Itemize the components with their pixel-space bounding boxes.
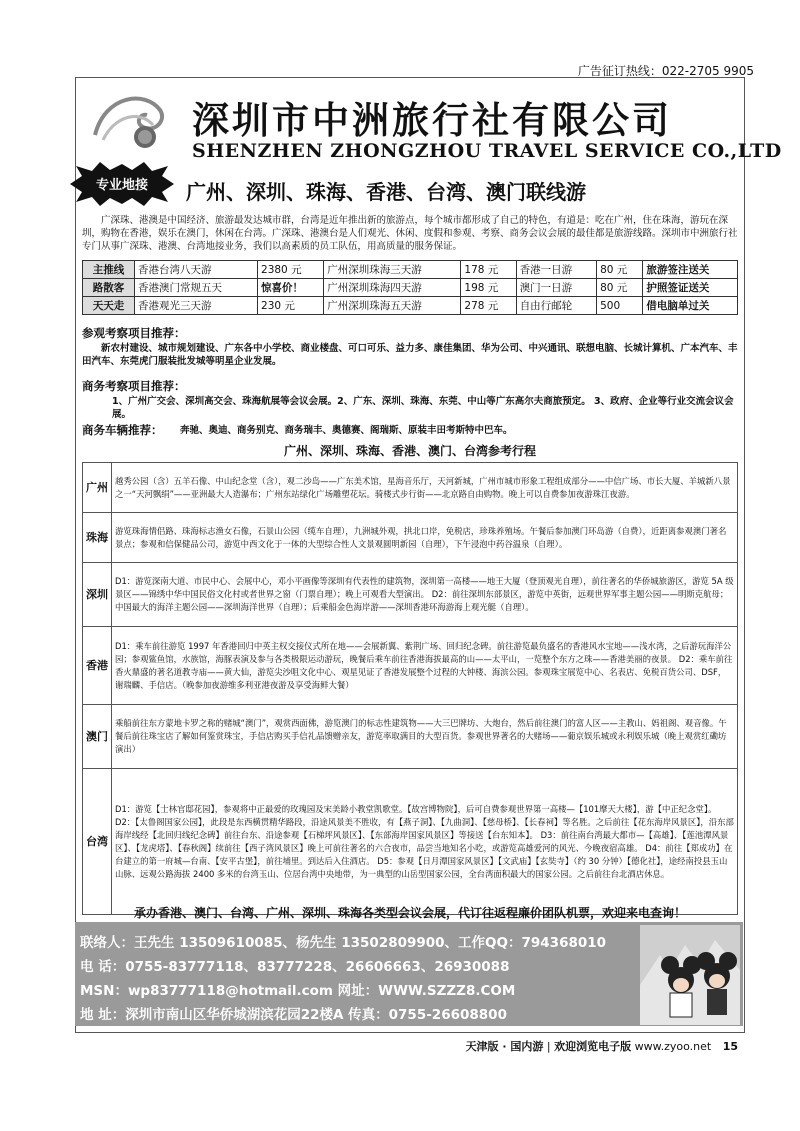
section-body: 奔驰、奥迪、商务别克、商务瑞丰、奥德赛、阁瑞斯、原装丰田考斯特中巴车。 [180, 425, 513, 436]
city-cell: 澳门 [83, 705, 112, 769]
dragon-logo-icon [85, 85, 175, 157]
row-label: 主推线 [83, 261, 135, 279]
itinerary-text: D1：游览【士林官邸花园】，参观将中正最爱的玫瑰园及宋美龄小教堂凯歌堂。【故宫博物院】，后可自费参观世界第一高楼—【101摩天大楼】，游【中正纪念堂】。 D2：【太鲁阁国家公园】，此段是东西横贯精华路段，沿途风景美不胜收，有【燕子洞】、【九曲洞】、【慈母桥】、【长春祠】等名胜。之后前往【花东海岸风景区】，沿东部海岸线经【北回归线纪念碑】前往台东、沿途参观【石梯坪风景区】、【东部海岸国家风景区】等接送【台东知本】。 D3：前往南台湾最大都市—【高雄】、【莲池潭风景区】、【龙虎塔】、【春秋阁】续前往【西子湾风景区】晚上可前往著名的六合夜市，品尝当地知名小吃，或游览高雄爱河的风光、今晚夜宿高雄。 D4：前往【郑成功】在台建立的第一府城—台南、【安平古堡】，前往埔里。到达后入住酒店。 D5：参观【日月潭国家风景区】【文武庙】【玄奘寺】（约 30 分钟）【德化社】，途经南投县玉山山脉、远观公路海拔 2400 多米的台湾玉山、位居台湾中央地带，为一典型的山岳型国家公园，全台湾面积最大的国家公园。之后前往台北酒店休息。 [112, 769, 738, 915]
table-row [83, 261, 738, 279]
itinerary-text: 乘船前往东方蒙地卡罗之称的赌城“澳门”，观赏西面佛，游览澳门的标志性建筑物——大三巴牌坊、大炮台，然后前往澳门的富人区——主教山、妈祖阁、观音像。午餐后前往珠宝店了解如何鉴赏珠宝，手信店购买手信礼品馈赠亲友，游览率取满目的大型百货。参观世界著名的大赌场——葡京娱乐城或永利娱乐城（晚上观赏红磡坊演出） [112, 705, 738, 769]
package-name: 自由行邮轮 [516, 297, 596, 315]
specialty-badge: 专业地接 [95, 178, 148, 193]
table-row [83, 627, 738, 705]
city-cell: 深圳 [83, 563, 112, 627]
itinerary-text: 游览珠海情侣路、珠海标志渔女石像，石景山公园（缆车自理），九洲城外观，拱北口岸，免税店，珍珠养殖场。午餐后参加澳门环岛游（自费），近距离参观澳门著名景点；参观和信保健品公司，游览中西文化于一体的大型综合性人文景观圆明新园（自理），下午浸泡中药谷温泉（自理）。 [112, 513, 738, 563]
package-price: 2380 元 [258, 261, 324, 279]
package-price: 80 元 [597, 279, 643, 297]
service-note: 护照签证送关 [643, 279, 738, 297]
ad-hotline: 广告征订热线：022-2705 9905 [577, 64, 754, 78]
contact-person: 联络人：王先生 13509610085、杨先生 13502809900、工作QQ：794368010 [80, 935, 607, 951]
contact-msn-web: MSN：wp83777118@hotmail.com 网址：WWW.SZZZ8.COM [80, 983, 516, 999]
city-cell: 香港 [83, 627, 112, 705]
footer-site: www.zyoo.net [634, 1040, 712, 1053]
row-label: 路散客 [83, 279, 135, 297]
package-name: 香港澳门常规五天 [135, 279, 258, 297]
service-note: 旅游签注送关 [643, 261, 738, 279]
package-price: 惊喜价！ [258, 279, 324, 297]
section-title: 参观考察项目推荐： [82, 326, 186, 340]
service-slogan: 承办香港、澳门、台湾、广州、深圳、珠海各类型会议会展，代订往返程廉价团队机票，欢迎来电查询！ [133, 906, 686, 920]
footer-ebook: 欢迎浏览电子版 [554, 1040, 632, 1053]
package-price: 178 元 [461, 261, 516, 279]
itinerary-text: D1：游览深南大道、市民中心、会展中心，邓小平画像等深圳有代表性的建筑物，深圳第一高楼——地王大厦（登顶观光自理），前往著名的华侨城旅游区，游览 5A 级景区——锦绣中华中国民俗文化村或者世界之窗（门票自理）；晚上可观看大型演出。 D2：前往深圳东部景区，游览中英街，远观世界军事主题公园——明斯克航母；中国最大的海洋主题公园——深圳海洋世界（自理）；后乘船金色海岸游——深圳香港环海游海上观光艇（自理）。 [112, 563, 738, 627]
itinerary-text: D1：乘车前往游览 1997 年香港回归中英主权交接仪式所在地——会展新翼、紫荆广场、回归纪念碑。前往游览最负盛名的香港风水宝地——浅水湾，之后游玩海洋公园；参观鲨鱼馆，水族馆，海豚表演及参与各类极限运动游玩，晚餐后乘车前往香港海拔最高的山——太平山，一览整个东方之珠——香港美丽的夜景。 D2：乘车前往香火鼎盛的著名道教寺庙——黄大仙，游览尖沙咀文化中心、观星见证了香港发展整个过程的大钟楼、海滨公园。参观珠宝展览中心、名表店、免税百货公司、DSF，谢瑞麟、手信店。（晚参加夜游维多利亚港夜游及享受海鲜大餐） [112, 627, 738, 705]
city-cell: 台湾 [83, 769, 112, 915]
itinerary-text: 越秀公园（含）五羊石像、中山纪念堂（含），观二沙岛——广东美术馆，星海音乐厅，天河新城，广州市城市形象工程组成部分——中信广场、市长大厦、羊城新八景之一“天河飘绢”——亚洲最大人造瀑布；广州东站绿化广场雕塑花坛。骑楼式步行街——北京路自由购物。晚上可以自费参加夜游珠江夜游。 [112, 463, 738, 513]
footer-edition: 天津版 · 国内游 [465, 1040, 544, 1053]
contact-phone: 电 话：0755-83777118、83777228、26606663、26930088 [80, 959, 510, 975]
itinerary-table [82, 462, 738, 915]
package-name: 香港台湾八天游 [135, 261, 258, 279]
package-price: 230 元 [258, 297, 324, 315]
section-body: 新农村建设、城市规划建设、广东各中小学校、商业楼盘、可口可乐、益力多、康佳集团、华为公司、中兴通讯、联想电脑、长城计算机、广本汽车、丰田汽车、东莞虎门服装批发城等明星企业发展。 [82, 343, 738, 367]
package-name: 香港观光三天游 [135, 297, 258, 315]
page-footer [466, 1038, 738, 1054]
package-name: 广州深圳珠海五天游 [324, 297, 461, 315]
section-body: 1、广州广交会、深圳高交会、珠海航展等会议会展。2、广东、深圳、珠海、东莞、中山等广东高尔夫商旅预定。 3、政府、企业等行业交流会议会展。 [112, 396, 734, 420]
table-row [83, 463, 738, 513]
cartoon-mice-icon [640, 925, 740, 1025]
package-price: 500 [597, 297, 643, 315]
footer-divider: | [546, 1040, 555, 1053]
table-row [83, 297, 738, 315]
table-row [83, 513, 738, 563]
intro-paragraph: 广深珠、港澳是中国经济、旅游最发达城市群，台湾是近年推出新的旅游点，每个城市都形成了自己的特色，有道是：吃在广州，住在珠海，游玩在深圳，购物在香港，娱乐在澳门，休闲在台湾。广深珠、港澳台是人们观光、休闲、度假和参观、考察、商务会议会展的最佳都是旅游线路。深圳市中洲旅行社专门从事广深珠、港澳、台湾地接业务，我们以高素质的员工队伍，用高质量的服务保证。 [82, 215, 738, 252]
package-price: 198 元 [461, 279, 516, 297]
service-note: 借电脑单过关 [643, 297, 738, 315]
package-name: 澳门一日游 [516, 279, 596, 297]
table-row [83, 705, 738, 769]
company-name-cn: 深圳市中洲旅行社有限公司 [192, 99, 672, 142]
page-number: 15 [722, 1040, 738, 1053]
section-title: 商务考察项目推荐： [82, 379, 186, 393]
package-name: 广州深圳珠海三天游 [324, 261, 461, 279]
package-table [82, 260, 738, 315]
routes-headline: 广州、深圳、珠海、香港、台湾、澳门联线游 [186, 180, 586, 204]
itinerary-title: 广州、深圳、珠海、香港、澳门、台湾参考行程 [283, 444, 536, 458]
table-row [83, 279, 738, 297]
city-cell: 广州 [83, 463, 112, 513]
package-name: 香港一日游 [516, 261, 596, 279]
table-row [83, 563, 738, 627]
row-label: 天天走 [83, 297, 135, 315]
city-cell: 珠海 [83, 513, 112, 563]
contact-address: 地 址：深圳市南山区华侨城湖滨花园22楼A 传真：0755-26608800 [80, 1007, 507, 1023]
table-row [83, 769, 738, 915]
package-price: 278 元 [461, 297, 516, 315]
section-title: 商务车辆推荐： [82, 423, 163, 437]
package-price: 80 元 [597, 261, 643, 279]
company-name-en: SHENZHEN ZHONGZHOU TRAVEL SERVICE CO.,LTD [192, 140, 782, 162]
package-name: 广州深圳珠海四天游 [324, 279, 461, 297]
